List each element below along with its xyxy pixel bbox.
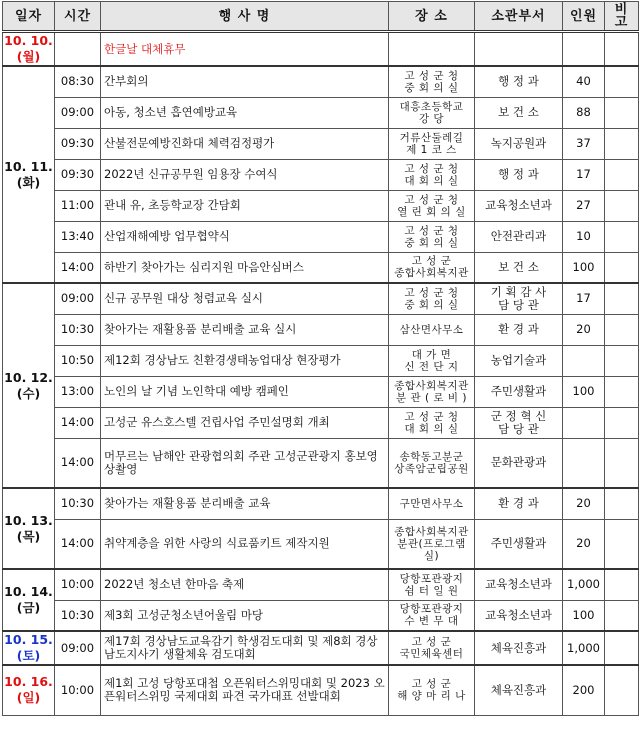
event-cell: 제3회 고성군청소년어울림 마당 — [101, 600, 389, 631]
dept-cell — [475, 407, 563, 438]
date-line: (금) — [16, 600, 41, 615]
date-line: 10. 16. — [4, 674, 53, 690]
table-row — [3, 252, 639, 283]
place-cell — [389, 314, 475, 345]
place-line: 신 전 단 지 — [404, 360, 459, 373]
note-cell — [605, 519, 639, 569]
count-cell: 40 — [563, 66, 605, 97]
time-cell: 10:30 — [55, 600, 101, 631]
place-line: 고 성 군 청 — [404, 286, 459, 299]
date-cell — [3, 66, 55, 283]
event-cell: 머무르는 남해안 관광협의회 주관 고성군관광지 홍보영상촬영 — [101, 438, 389, 488]
place-cell — [389, 631, 475, 665]
place-line: 당항포관광지 — [399, 603, 464, 616]
dept-cell: 보 건 소 — [475, 252, 563, 283]
count-cell: 1,000 — [563, 631, 605, 665]
place-line: 상족암군립공원 — [394, 462, 469, 475]
date-cell — [3, 665, 55, 715]
date-cell — [3, 283, 55, 488]
dept-cell: 안전관리과 — [475, 221, 563, 252]
note-cell — [605, 159, 639, 190]
event-cell: 제1회 고성 당항포대첩 오픈워터스위밍대회 및 2023 오픈워터스위밍 국제대회 파견 국가대표 선발대회 — [101, 665, 389, 715]
count-cell: 20 — [563, 519, 605, 569]
count-cell: 100 — [563, 252, 605, 283]
place-line: 거류산둘레길 — [399, 131, 464, 144]
table-row — [3, 631, 639, 665]
count-cell: 20 — [563, 488, 605, 519]
count-cell — [563, 32, 605, 67]
time-cell: 10:00 — [55, 569, 101, 600]
place-line: 송학동고분군 — [399, 450, 464, 463]
date-line: (화) — [16, 174, 41, 190]
time-cell: 10:30 — [55, 314, 101, 345]
event-cell: 2022년 신규공무원 임용장 수여식 — [101, 159, 389, 190]
event-cell: 신규 공무원 대상 청렴교육 실시 — [101, 283, 389, 314]
header-count: 인원 — [563, 2, 605, 32]
note-cell — [605, 128, 639, 159]
time-cell: 09:00 — [55, 283, 101, 314]
date-cell — [3, 32, 55, 67]
place-line: 쉼 터 일 원 — [404, 584, 459, 597]
note-cell — [605, 488, 639, 519]
event-cell: 관내 유, 초등학교장 간담회 — [101, 190, 389, 221]
date-line: (토) — [16, 648, 41, 663]
event-cell: 노인의 날 기념 노인학대 예방 캠페인 — [101, 376, 389, 407]
count-cell: 1,000 — [563, 569, 605, 600]
dept-cell: 교육청소년과 — [475, 600, 563, 631]
note-cell — [605, 438, 639, 488]
table-row — [3, 438, 639, 488]
count-cell — [563, 345, 605, 376]
count-cell — [563, 407, 605, 438]
dept-cell — [475, 283, 563, 314]
place-line: 종합사회복지관 — [394, 525, 469, 538]
place-line: 고 성 군 청 — [404, 69, 459, 82]
place-cell — [389, 221, 475, 252]
place-line: 종합사회복지관 — [394, 379, 469, 392]
date-line: (수) — [16, 385, 41, 401]
place-cell — [389, 438, 475, 488]
date-cell — [3, 569, 55, 631]
time-cell: 11:00 — [55, 190, 101, 221]
place-line: 고 성 군 청 — [404, 193, 459, 206]
note-cell — [605, 190, 639, 221]
time-cell: 14:00 — [55, 438, 101, 488]
time-cell: 08:30 — [55, 66, 101, 97]
place-cell — [389, 128, 475, 159]
place-line: 삼산면사무소 — [399, 323, 464, 336]
dept-cell: 녹지공원과 — [475, 128, 563, 159]
date-line: 10. 11. — [4, 158, 53, 174]
event-cell: 아동, 청소년 흡연예방교육 — [101, 97, 389, 128]
header-dept: 소관부서 — [475, 2, 563, 32]
header-place: 장 소 — [389, 2, 475, 32]
time-cell: 10:00 — [55, 665, 101, 715]
place-cell — [389, 283, 475, 314]
place-line: 중 회 의 실 — [404, 298, 459, 311]
dept-cell: 문화관광과 — [475, 438, 563, 488]
place-line: 대흥초등학교 — [399, 100, 464, 113]
time-cell: 13:40 — [55, 221, 101, 252]
place-line: 국민체육센터 — [399, 648, 464, 660]
header-date: 일자 — [3, 2, 55, 32]
date-line: 10. 15. — [4, 632, 53, 647]
place-line: 중 회 의 실 — [404, 236, 459, 249]
date-line: 10. 12. — [4, 369, 53, 385]
note-cell — [605, 631, 639, 665]
event-cell: 고성군 유스호스텔 건립사업 주민설명회 개최 — [101, 407, 389, 438]
dept-cell: 보 건 소 — [475, 97, 563, 128]
dept-line: 담 당 관 — [498, 421, 539, 436]
note-cell — [605, 345, 639, 376]
header-event: 행 사 명 — [101, 2, 389, 32]
place-line: 구만면사무소 — [399, 497, 464, 510]
table-row — [3, 600, 639, 631]
place-line: 분 관 ( 로 비 ) — [396, 391, 467, 404]
event-cell: 간부회의 — [101, 66, 389, 97]
time-cell: 13:00 — [55, 376, 101, 407]
place-line: 고 성 군 청 — [404, 224, 459, 237]
table-row — [3, 190, 639, 221]
table-row — [3, 407, 639, 438]
table-row — [3, 66, 639, 97]
note-cell — [605, 376, 639, 407]
place-line: 대 회 의 실 — [404, 174, 459, 187]
time-cell: 10:30 — [55, 488, 101, 519]
date-line: (월) — [16, 49, 41, 64]
schedule-body — [3, 32, 639, 716]
count-cell: 27 — [563, 190, 605, 221]
header-note: 비고 — [605, 2, 639, 32]
place-line: 열 린 회 의 실 — [397, 205, 466, 218]
time-cell: 09:30 — [55, 128, 101, 159]
place-cell — [389, 600, 475, 631]
place-cell — [389, 519, 475, 569]
place-cell — [389, 407, 475, 438]
place-line: 대 회 의 실 — [404, 422, 459, 435]
count-cell: 100 — [563, 600, 605, 631]
date-line: 10. 14. — [4, 584, 53, 599]
place-line: 강 당 — [418, 112, 445, 125]
count-cell: 37 — [563, 128, 605, 159]
place-line: 고 성 군 청 — [404, 162, 459, 175]
dept-cell: 체육진흥과 — [475, 631, 563, 665]
place-cell — [389, 569, 475, 600]
event-cell: 한글날 대체휴무 — [101, 32, 389, 67]
dept-line: 기 획 감 사 — [490, 284, 547, 299]
date-line: (일) — [16, 690, 41, 706]
note-cell — [605, 407, 639, 438]
table-row — [3, 128, 639, 159]
dept-cell: 교육청소년과 — [475, 569, 563, 600]
dept-cell: 행 정 과 — [475, 66, 563, 97]
time-cell: 10:50 — [55, 345, 101, 376]
table-row — [3, 283, 639, 314]
place-cell — [389, 66, 475, 97]
event-cell: 찾아가는 재활용품 분리배출 교육 — [101, 488, 389, 519]
event-cell: 하반기 찾아가는 심리지원 마음안심버스 — [101, 252, 389, 283]
dept-cell — [475, 32, 563, 67]
count-cell: 20 — [563, 314, 605, 345]
place-line: 당항포관광지 — [399, 572, 464, 585]
dept-cell: 농업기술과 — [475, 345, 563, 376]
event-cell: 제17회 경상남도교육감기 학생검도대회 및 제8회 경상남도지사기 생활체육 검도대회 — [101, 631, 389, 665]
event-cell: 취약계층을 위한 사랑의 식료품키트 제작지원 — [101, 519, 389, 569]
header-row — [3, 2, 639, 32]
event-cell: 찾아가는 재활용품 분리배출 교육 실시 — [101, 314, 389, 345]
place-line: 해 양 마 리 나 — [397, 690, 466, 703]
date-line: 10. 13. — [4, 512, 53, 528]
place-cell — [389, 252, 475, 283]
time-cell: 14:00 — [55, 519, 101, 569]
dept-cell: 환 경 과 — [475, 488, 563, 519]
place-cell — [389, 376, 475, 407]
dept-line: 군 정 혁 신 — [490, 408, 547, 423]
header-time: 시간 — [55, 2, 101, 32]
dept-cell: 주민생활과 — [475, 376, 563, 407]
time-cell — [55, 32, 101, 67]
place-line: 종합사회복지관 — [394, 267, 469, 280]
place-line: 고 성 군 청 — [404, 410, 459, 423]
count-cell: 10 — [563, 221, 605, 252]
count-cell: 100 — [563, 376, 605, 407]
time-cell: 09:00 — [55, 631, 101, 665]
place-cell — [389, 488, 475, 519]
place-cell — [389, 159, 475, 190]
event-cell: 산업재해예방 업무협약식 — [101, 221, 389, 252]
count-cell: 17 — [563, 283, 605, 314]
date-cell — [3, 488, 55, 569]
place-cell — [389, 32, 475, 67]
dept-cell: 행 정 과 — [475, 159, 563, 190]
note-cell — [605, 97, 639, 128]
note-cell — [605, 66, 639, 97]
date-line: 10. 10. — [4, 33, 53, 48]
table-row — [3, 314, 639, 345]
table-row — [3, 519, 639, 569]
table-row — [3, 345, 639, 376]
table-row — [3, 376, 639, 407]
place-cell — [389, 190, 475, 221]
note-cell — [605, 665, 639, 715]
time-cell: 14:00 — [55, 252, 101, 283]
note-cell — [605, 283, 639, 314]
schedule-table — [2, 1, 639, 716]
count-cell: 88 — [563, 97, 605, 128]
date-cell — [3, 631, 55, 665]
table-row — [3, 488, 639, 519]
dept-cell: 교육청소년과 — [475, 190, 563, 221]
time-cell: 14:00 — [55, 407, 101, 438]
dept-line: 담 당 관 — [498, 297, 539, 312]
table-row — [3, 221, 639, 252]
table-row — [3, 665, 639, 715]
dept-cell: 주민생활과 — [475, 519, 563, 569]
place-line: 고 성 군 — [411, 678, 452, 691]
place-line: 중 회 의 실 — [404, 81, 459, 94]
count-cell: 17 — [563, 159, 605, 190]
count-cell: 200 — [563, 665, 605, 715]
place-cell — [389, 97, 475, 128]
place-line: 대 가 면 — [411, 348, 452, 361]
table-row — [3, 159, 639, 190]
place-line: 수 변 무 대 — [404, 615, 459, 628]
dept-cell: 환 경 과 — [475, 314, 563, 345]
table-row — [3, 569, 639, 600]
date-line: (목) — [16, 528, 41, 544]
time-cell: 09:00 — [55, 97, 101, 128]
note-cell — [605, 252, 639, 283]
place-cell — [389, 665, 475, 715]
place-line: 고 성 군 — [411, 255, 452, 268]
note-cell — [605, 221, 639, 252]
dept-cell: 체육진흥과 — [475, 665, 563, 715]
note-cell — [605, 600, 639, 631]
place-line: 분관(프로그램실) — [397, 537, 466, 562]
note-cell — [605, 32, 639, 67]
note-cell — [605, 569, 639, 600]
event-cell: 제12회 경상남도 친환경생태농업대상 현장평가 — [101, 345, 389, 376]
event-cell: 2022년 청소년 한마음 축제 — [101, 569, 389, 600]
place-cell — [389, 345, 475, 376]
note-cell — [605, 314, 639, 345]
event-cell: 산불전문예방진화대 체력검정평가 — [101, 128, 389, 159]
place-line: 제 1 코 스 — [406, 143, 457, 156]
table-row — [3, 32, 639, 67]
table-row — [3, 97, 639, 128]
place-line: 고 성 군 — [411, 636, 452, 648]
time-cell: 09:30 — [55, 159, 101, 190]
count-cell — [563, 438, 605, 488]
